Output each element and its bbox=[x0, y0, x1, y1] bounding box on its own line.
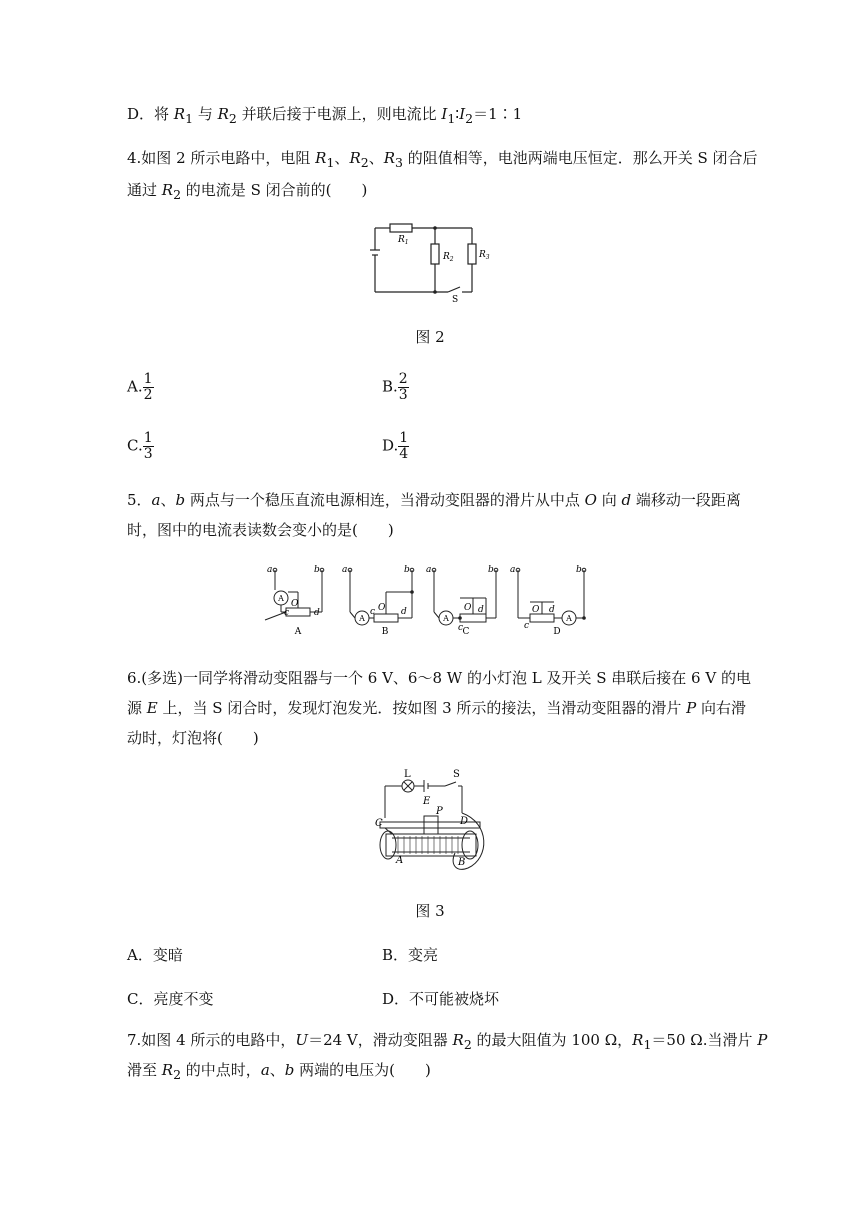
figure-3-caption: 图 3 bbox=[415, 902, 445, 920]
rheostat-figure-3 bbox=[0, 768, 860, 878]
label-e: E bbox=[423, 796, 431, 807]
label-a: A bbox=[396, 855, 404, 866]
q4-stem-line1: 4.如图 2 所示电路中，电阻 $R_1$、$R_2$、$R_3$ 的阻值相等，电池两端电压恒定．那么开关 S 闭合后 bbox=[127, 149, 758, 170]
q4-option-a[interactable]: A. $\frac{1}{2}$ bbox=[127, 371, 153, 403]
panel-b-label-b: b bbox=[404, 565, 410, 575]
q6-option-c[interactable]: C．亮度不变 bbox=[127, 990, 214, 1008]
panel-c-caption: C bbox=[462, 627, 470, 637]
panel-b-label-c: c bbox=[370, 607, 376, 617]
q4-stem-line2: 通过 $R_2$ 的电流是 S 闭合前的( ) bbox=[127, 181, 368, 202]
q6-option-d[interactable]: D．不可能被烧坏 bbox=[382, 990, 500, 1008]
q6-stem-line1: 6.(多选)一同学将滑动变阻器与一个 6 V、6～8 W 的小灯泡 L 及开关 S 串联后接在 6 V 的电 bbox=[127, 669, 751, 687]
label-r3: $R_3$ bbox=[479, 250, 490, 261]
panel-d-label-c: c bbox=[524, 621, 530, 631]
panel-d-ammeter: A bbox=[566, 614, 572, 623]
panel-c-label-o: O bbox=[464, 603, 472, 613]
label-r2: $R_2$ bbox=[443, 252, 454, 263]
q6-stem-line2: 源 E 上，当 S 闭合时，发现灯泡发光．按如图 3 所示的接法，当滑动变阻器的滑片 P 向右滑 bbox=[127, 699, 747, 717]
q5-stem-line2: 时，图中的电流表读数会变小的是( ) bbox=[127, 521, 394, 539]
q3-option-d: D．将 $R_1$ 与 $R_2$ 并联后接于电源上，则电流比 $I_1∶I_2=1∶1$ bbox=[127, 105, 523, 126]
q6-option-b[interactable]: B．变亮 bbox=[382, 946, 439, 964]
q5-stem-line1: 5．a、b 两点与一个稳压直流电源相连，当滑动变阻器的滑片从中点 O 向 d 端移动一段距离 bbox=[127, 491, 741, 509]
panel-d-caption: D bbox=[553, 627, 561, 637]
panel-b-caption: B bbox=[381, 627, 389, 637]
q5-figure bbox=[0, 562, 860, 642]
q6-option-a[interactable]: A．变暗 bbox=[127, 946, 183, 964]
q7-stem-line1: 7.如图 4 所示的电路中，U＝24 V，滑动变阻器 $R_2$ 的最大阻值为 100 Ω，$R_1=50$ Ω.当滑片 P bbox=[127, 1031, 768, 1052]
panel-c-ammeter: A bbox=[443, 614, 449, 623]
panel-b-label-o: O bbox=[378, 603, 386, 613]
label-c: C bbox=[375, 818, 383, 829]
panel-b-label-a: a bbox=[342, 565, 348, 575]
q4-option-d[interactable]: D. $\frac{1}{4}$ bbox=[382, 430, 409, 462]
panel-c-label-a: a bbox=[426, 565, 432, 575]
label-b: B bbox=[458, 857, 466, 868]
label-s: S bbox=[452, 295, 459, 305]
label-d: D bbox=[460, 816, 469, 827]
panel-d-label-o: O bbox=[532, 605, 540, 615]
panel-a-ammeter: A bbox=[278, 594, 284, 603]
panel-b-label-d: d bbox=[401, 607, 407, 617]
q4-option-c[interactable]: C. $\frac{1}{3}$ bbox=[127, 430, 153, 462]
panel-a-caption: A bbox=[294, 627, 302, 637]
label-p: P bbox=[436, 806, 443, 817]
q7-stem-line2: 滑至 $R_2$ 的中点时，a、b 两端的电压为( ) bbox=[127, 1061, 431, 1082]
panel-d-label-d: d bbox=[549, 605, 555, 615]
q6-stem-line3: 动时，灯泡将( ) bbox=[127, 729, 259, 747]
circuit-figure-2 bbox=[0, 222, 860, 305]
panel-c-label-b: b bbox=[488, 565, 494, 575]
figure-2-caption: 图 2 bbox=[415, 328, 445, 346]
label-l: L bbox=[404, 769, 411, 780]
label-r1: $R_1$ bbox=[398, 235, 409, 246]
panel-c-label-c: c bbox=[458, 623, 464, 633]
panel-a-label-d: d bbox=[314, 608, 320, 618]
panel-c-label-d: d bbox=[478, 605, 484, 615]
panel-a-label-a: a bbox=[267, 565, 273, 575]
panel-a-label-c: c bbox=[284, 608, 290, 618]
panel-a-label-b: b bbox=[314, 565, 320, 575]
panel-b-ammeter: A bbox=[359, 614, 365, 623]
panel-d-label-a: a bbox=[510, 565, 516, 575]
panel-a-label-o: O bbox=[291, 599, 299, 609]
label-s3: S bbox=[453, 769, 460, 780]
q4-option-b[interactable]: B. $\frac{2}{3}$ bbox=[382, 371, 408, 403]
panel-d-label-b: b bbox=[576, 565, 582, 575]
